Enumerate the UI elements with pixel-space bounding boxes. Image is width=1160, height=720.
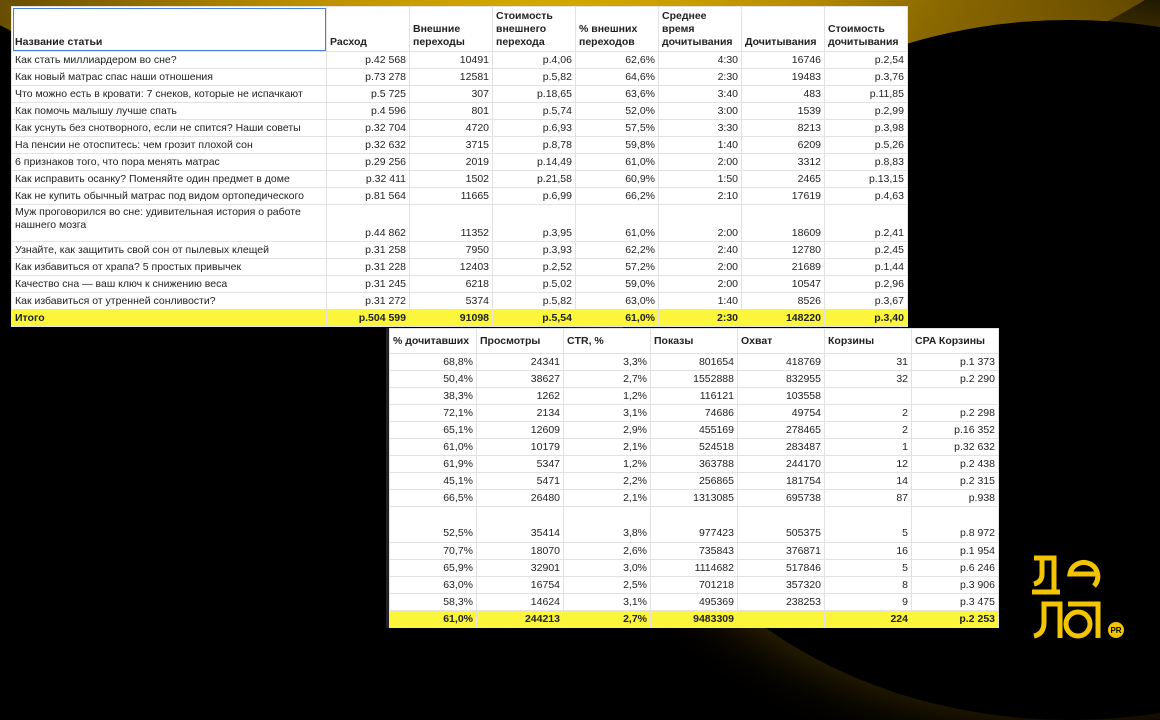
table-cell[interactable]: 483 [742,86,825,103]
table-cell[interactable]: р.1 954 [912,543,999,560]
table-cell[interactable]: 5 [825,507,912,543]
table-cell[interactable]: 376871 [738,543,825,560]
table-cell[interactable]: 695738 [738,490,825,507]
table-cell[interactable]: 6218 [410,276,493,293]
table-cell[interactable]: р.29 256 [327,154,410,171]
table-cell[interactable]: р.3,76 [825,69,908,86]
table-cell[interactable]: 3715 [410,137,493,154]
header-cell[interactable]: Корзины [825,329,912,354]
table-cell[interactable]: 57,2% [576,259,659,276]
table-cell[interactable]: 1,2% [564,456,651,473]
table-cell[interactable]: 517846 [738,560,825,577]
table-cell[interactable]: р.6,93 [493,120,576,137]
table-cell[interactable]: 49754 [738,405,825,422]
table-cell[interactable]: 26480 [477,490,564,507]
total-cell[interactable]: 9483309 [651,611,738,628]
table-cell[interactable]: 2019 [410,154,493,171]
table-cell[interactable]: р.4,63 [825,188,908,205]
table-cell[interactable]: 3,8% [564,507,651,543]
table-cell[interactable]: 5347 [477,456,564,473]
table-cell[interactable]: 57,5% [576,120,659,137]
table-cell[interactable]: р.2 315 [912,473,999,490]
table-cell[interactable]: 363788 [651,456,738,473]
table-cell[interactable]: 3312 [742,154,825,171]
table-cell[interactable]: 8213 [742,120,825,137]
table-row[interactable] [12,188,908,205]
total-cell[interactable]: р.2 253 [912,611,999,628]
table-cell[interactable]: 1262 [477,388,564,405]
table-cell[interactable]: р.32 704 [327,120,410,137]
table-cell[interactable]: 3:00 [659,103,742,120]
total-cell[interactable]: р.3,40 [825,310,908,327]
table-cell[interactable]: р.32 632 [912,439,999,456]
table-row[interactable] [12,293,908,310]
table-cell[interactable]: р.31 272 [327,293,410,310]
table-row[interactable] [390,594,999,611]
table-cell[interactable]: 524518 [651,439,738,456]
table-cell[interactable]: 59,8% [576,137,659,154]
table-cell[interactable]: р.3,95 [493,205,576,242]
table-cell[interactable]: р.3 475 [912,594,999,611]
table-cell[interactable]: 1502 [410,171,493,188]
table-cell[interactable]: р.31 258 [327,242,410,259]
table-cell[interactable]: 1114682 [651,560,738,577]
table-row[interactable] [390,543,999,560]
total-cell[interactable] [738,611,825,628]
table-cell[interactable]: р.3,98 [825,120,908,137]
article-title-cell[interactable]: Как исправить осанку? Поменяйте один предмет в доме [12,171,327,188]
table-cell[interactable]: 2134 [477,405,564,422]
table-cell[interactable]: 4:30 [659,52,742,69]
table-cell[interactable]: 2:00 [659,276,742,293]
table-cell[interactable]: р.2,96 [825,276,908,293]
table-cell[interactable]: 735843 [651,543,738,560]
table-row[interactable] [12,242,908,259]
table-cell[interactable]: р.44 862 [327,205,410,242]
table-cell[interactable]: 60,9% [576,171,659,188]
total-cell[interactable]: 148220 [742,310,825,327]
table-cell[interactable]: 2,5% [564,577,651,594]
table-cell[interactable]: 58,3% [390,594,477,611]
table-cell[interactable] [912,388,999,405]
table-cell[interactable]: р.6,99 [493,188,576,205]
table-cell[interactable]: 307 [410,86,493,103]
table-cell[interactable]: 1:50 [659,171,742,188]
table-cell[interactable]: р.16 352 [912,422,999,439]
total-row[interactable] [12,310,908,327]
table-cell[interactable]: р.2 438 [912,456,999,473]
table-row[interactable] [12,52,908,69]
article-title-cell[interactable]: Как не купить обычный матрас под видом ортопедического [12,188,327,205]
table-cell[interactable]: 3:40 [659,86,742,103]
header-cell[interactable]: Стоимость дочитывания [825,7,908,52]
article-title-cell[interactable]: Как уснуть без снотворного, если не спится? Наши советы [12,120,327,137]
pr-badge-label: PR [1110,626,1122,635]
table-cell[interactable]: 35414 [477,507,564,543]
table-cell[interactable]: 52,0% [576,103,659,120]
table-cell[interactable]: 977423 [651,507,738,543]
table-cell[interactable]: 1,2% [564,388,651,405]
header-cell[interactable]: Внешние переходы [410,7,493,52]
table-cell[interactable]: р.4,06 [493,52,576,69]
total-cell[interactable]: 2,7% [564,611,651,628]
table-cell[interactable]: 63,0% [390,577,477,594]
table-cell[interactable]: 52,5% [390,507,477,543]
table-cell[interactable]: 65,9% [390,560,477,577]
table-cell[interactable]: 2,9% [564,422,651,439]
table-cell[interactable]: р.1 373 [912,354,999,371]
table-cell[interactable]: 32 [825,371,912,388]
table-cell[interactable]: 12609 [477,422,564,439]
table-cell[interactable]: р.13,15 [825,171,908,188]
table-cell[interactable]: 45,1% [390,473,477,490]
table-row[interactable] [390,577,999,594]
metrics-table [389,328,999,628]
table-row[interactable] [390,388,999,405]
table-cell[interactable]: 8526 [742,293,825,310]
table-row[interactable] [12,103,908,120]
table-cell[interactable] [825,388,912,405]
table-cell[interactable]: 2:00 [659,259,742,276]
table-cell[interactable]: р.31 245 [327,276,410,293]
table-row[interactable] [12,205,908,242]
article-title-cell[interactable]: Как помочь малышу лучше спать [12,103,327,120]
table-cell[interactable]: р.2 298 [912,405,999,422]
article-title-cell[interactable]: Как избавиться от храпа? 5 простых привычек [12,259,327,276]
table-cell[interactable]: 3,0% [564,560,651,577]
table-cell[interactable]: 801654 [651,354,738,371]
table-cell[interactable]: 12403 [410,259,493,276]
table-row[interactable] [390,490,999,507]
table-cell[interactable]: 2:10 [659,188,742,205]
table-row[interactable] [12,171,908,188]
header-cell[interactable]: Название статьи [12,7,327,52]
table-cell[interactable]: 2,7% [564,371,651,388]
table-cell[interactable]: 74686 [651,405,738,422]
table-cell[interactable]: 16 [825,543,912,560]
table-cell[interactable]: 2 [825,422,912,439]
table-cell[interactable]: 1:40 [659,137,742,154]
table-row[interactable] [12,86,908,103]
table-cell[interactable]: р.11,85 [825,86,908,103]
table-cell[interactable]: 2,1% [564,490,651,507]
total-cell[interactable]: р.5,54 [493,310,576,327]
table-cell[interactable]: 238253 [738,594,825,611]
total-cell[interactable]: р.504 599 [327,310,410,327]
table-cell[interactable]: 9 [825,594,912,611]
table-cell[interactable]: 2,2% [564,473,651,490]
table-cell[interactable]: р.8,83 [825,154,908,171]
header-cell[interactable]: Охват [738,329,825,354]
table-header-row [390,329,999,354]
table-cell[interactable]: 3,3% [564,354,651,371]
table-cell[interactable]: 116121 [651,388,738,405]
table-cell[interactable]: 66,2% [576,188,659,205]
header-cell[interactable]: Среднее время дочитывания [659,7,742,52]
table-cell[interactable]: 1 [825,439,912,456]
table-cell[interactable]: 357320 [738,577,825,594]
table-cell[interactable]: р.1,44 [825,259,908,276]
table-cell[interactable]: 2 [825,405,912,422]
table-cell[interactable]: 18070 [477,543,564,560]
table-cell[interactable]: р.32 632 [327,137,410,154]
article-title-cell[interactable]: Что можно есть в кровати: 7 снеков, которые не испачкают [12,86,327,103]
table-cell[interactable]: р.32 411 [327,171,410,188]
table-cell[interactable]: 244170 [738,456,825,473]
table-row[interactable] [12,120,908,137]
total-cell[interactable]: 61,0% [576,310,659,327]
table-cell[interactable]: 3,1% [564,594,651,611]
table-cell[interactable]: 10179 [477,439,564,456]
table-cell[interactable]: р.6 246 [912,560,999,577]
table-cell[interactable]: 832955 [738,371,825,388]
table-row[interactable] [390,560,999,577]
header-cell[interactable]: Стоимость внешнего перехода [493,7,576,52]
table-cell[interactable]: 3,1% [564,405,651,422]
article-title-cell[interactable]: Муж проговорился во сне: удивительная история о работе нашнего мозга [12,205,327,242]
table-cell[interactable]: 5471 [477,473,564,490]
table-cell[interactable]: 12780 [742,242,825,259]
table-cell[interactable]: 62,2% [576,242,659,259]
logo-letters-icon [1032,558,1098,638]
table-row[interactable] [390,439,999,456]
table-row[interactable] [12,69,908,86]
table-cell[interactable]: 181754 [738,473,825,490]
table-cell[interactable]: 2,6% [564,543,651,560]
table-cell[interactable]: 64,6% [576,69,659,86]
table-cell[interactable]: 61,0% [576,205,659,242]
article-title-cell[interactable]: Качество сна — ваш ключ к снижению веса [12,276,327,293]
table-cell[interactable]: р.81 564 [327,188,410,205]
article-title-cell[interactable]: На пенсии не отоспитесь: чем грозит плохой сон [12,137,327,154]
table-row[interactable] [12,154,908,171]
total-cell[interactable]: Итого [12,310,327,327]
table-cell[interactable]: р.31 228 [327,259,410,276]
table-cell[interactable]: 2,1% [564,439,651,456]
table-cell[interactable]: 18609 [742,205,825,242]
table-cell[interactable]: 2:40 [659,242,742,259]
table-cell[interactable]: 32901 [477,560,564,577]
table-cell[interactable]: 6209 [742,137,825,154]
article-title-cell[interactable]: Как новый матрас спас наши отношения [12,69,327,86]
table-cell[interactable]: 283487 [738,439,825,456]
table-cell[interactable]: 5374 [410,293,493,310]
table-cell[interactable]: р.3,67 [825,293,908,310]
table-cell[interactable]: 14 [825,473,912,490]
articles-table [11,6,908,327]
table-cell[interactable]: р.2,41 [825,205,908,242]
table-cell[interactable]: р.5,82 [493,69,576,86]
table-cell[interactable]: 65,1% [390,422,477,439]
table-row[interactable] [390,422,999,439]
table-cell[interactable]: 1313085 [651,490,738,507]
table-cell[interactable]: 2:30 [659,69,742,86]
table-cell[interactable]: 455169 [651,422,738,439]
table-cell[interactable]: р.8 972 [912,507,999,543]
table-cell[interactable]: 38627 [477,371,564,388]
table-header-row [12,7,908,52]
table-cell[interactable]: р.5,26 [825,137,908,154]
header-cell[interactable]: CPA Корзины [912,329,999,354]
table-cell[interactable]: 1539 [742,103,825,120]
table-cell[interactable]: 68,8% [390,354,477,371]
delo-pr-logo [1030,552,1140,642]
table-cell[interactable]: р.4 596 [327,103,410,120]
table-cell[interactable]: р.14,49 [493,154,576,171]
header-cell[interactable]: Просмотры [477,329,564,354]
table-cell[interactable]: р.2,54 [825,52,908,69]
table-cell[interactable]: 11352 [410,205,493,242]
table-cell[interactable]: 505375 [738,507,825,543]
total-row[interactable] [390,611,999,628]
table-row[interactable] [390,405,999,422]
header-cell[interactable]: Расход [327,7,410,52]
table-cell[interactable]: р.5,74 [493,103,576,120]
table-cell[interactable]: 61,0% [576,154,659,171]
table-cell[interactable]: 8 [825,577,912,594]
table-cell[interactable]: р.938 [912,490,999,507]
table-cell[interactable]: 87 [825,490,912,507]
table-cell[interactable]: р.21,58 [493,171,576,188]
header-cell[interactable]: Показы [651,329,738,354]
table-cell[interactable]: р.3 906 [912,577,999,594]
table-cell[interactable]: 801 [410,103,493,120]
table-cell[interactable]: р.5,02 [493,276,576,293]
table-cell[interactable]: 2:00 [659,154,742,171]
table-cell[interactable]: 16746 [742,52,825,69]
table-cell[interactable]: 418769 [738,354,825,371]
table-cell[interactable]: 59,0% [576,276,659,293]
table-cell[interactable]: 5 [825,560,912,577]
total-cell[interactable]: 61,0% [390,611,477,628]
table-row[interactable] [12,259,908,276]
table-cell[interactable]: 72,1% [390,405,477,422]
table-cell[interactable]: 14624 [477,594,564,611]
table-cell[interactable]: 1:40 [659,293,742,310]
table-cell[interactable]: 3:30 [659,120,742,137]
header-cell[interactable]: % дочитавших [390,329,477,354]
table-cell[interactable]: 10491 [410,52,493,69]
article-title-cell[interactable]: Узнайте, как защитить свой сон от пылевых клещей [12,242,327,259]
total-cell[interactable]: 224 [825,611,912,628]
table-cell[interactable]: 2:00 [659,205,742,242]
article-title-cell[interactable]: Как стать миллиардером во сне? [12,52,327,69]
table-cell[interactable]: 11665 [410,188,493,205]
table-cell[interactable]: р.2,52 [493,259,576,276]
table-row[interactable] [390,507,999,543]
table-cell[interactable]: 70,7% [390,543,477,560]
table-cell[interactable]: 103558 [738,388,825,405]
total-cell[interactable]: 2:30 [659,310,742,327]
table-cell[interactable]: р.8,78 [493,137,576,154]
header-cell[interactable]: Дочитывания [742,7,825,52]
table-cell[interactable]: 63,6% [576,86,659,103]
header-cell[interactable]: % внешних переходов [576,7,659,52]
table-row[interactable] [390,354,999,371]
table-cell[interactable]: р.2 290 [912,371,999,388]
table-row[interactable] [12,276,908,293]
table-cell[interactable]: 701218 [651,577,738,594]
total-cell[interactable]: 244213 [477,611,564,628]
table-cell[interactable]: р.3,93 [493,242,576,259]
table-cell[interactable]: р.5,82 [493,293,576,310]
table-cell[interactable]: р.5 725 [327,86,410,103]
header-cell[interactable]: CTR, % [564,329,651,354]
table-cell[interactable]: 10547 [742,276,825,293]
table-cell[interactable]: р.2,99 [825,103,908,120]
table-cell[interactable]: 256865 [651,473,738,490]
table-cell[interactable]: 12 [825,456,912,473]
article-title-cell[interactable]: 6 признаков того, что пора менять матрас [12,154,327,171]
table-cell[interactable]: р.18,65 [493,86,576,103]
total-cell[interactable]: 91098 [410,310,493,327]
table-row[interactable] [390,473,999,490]
table-cell[interactable]: р.42 568 [327,52,410,69]
table-cell[interactable]: 2465 [742,171,825,188]
table-cell[interactable]: 63,0% [576,293,659,310]
table-cell[interactable]: 16754 [477,577,564,594]
table-cell[interactable]: 17619 [742,188,825,205]
table-cell[interactable]: 61,9% [390,456,477,473]
table-cell[interactable]: 12581 [410,69,493,86]
table-cell[interactable]: 278465 [738,422,825,439]
table-row[interactable] [390,456,999,473]
table-cell[interactable]: 7950 [410,242,493,259]
table-cell[interactable]: 66,5% [390,490,477,507]
table-cell[interactable]: 19483 [742,69,825,86]
table-cell[interactable]: 1552888 [651,371,738,388]
table-cell[interactable]: 61,0% [390,439,477,456]
article-title-cell[interactable]: Как избавиться от утренней сонливости? [12,293,327,310]
table-cell[interactable]: 50,4% [390,371,477,388]
table-cell[interactable]: 4720 [410,120,493,137]
table-row[interactable] [390,371,999,388]
table-cell[interactable]: 38,3% [390,388,477,405]
table-row[interactable] [12,137,908,154]
table-cell[interactable]: 31 [825,354,912,371]
table-cell[interactable]: 24341 [477,354,564,371]
table-cell[interactable]: р.73 278 [327,69,410,86]
table-cell[interactable]: 62,6% [576,52,659,69]
table-cell[interactable]: р.2,45 [825,242,908,259]
table-cell[interactable]: 21689 [742,259,825,276]
table-cell[interactable]: 495369 [651,594,738,611]
